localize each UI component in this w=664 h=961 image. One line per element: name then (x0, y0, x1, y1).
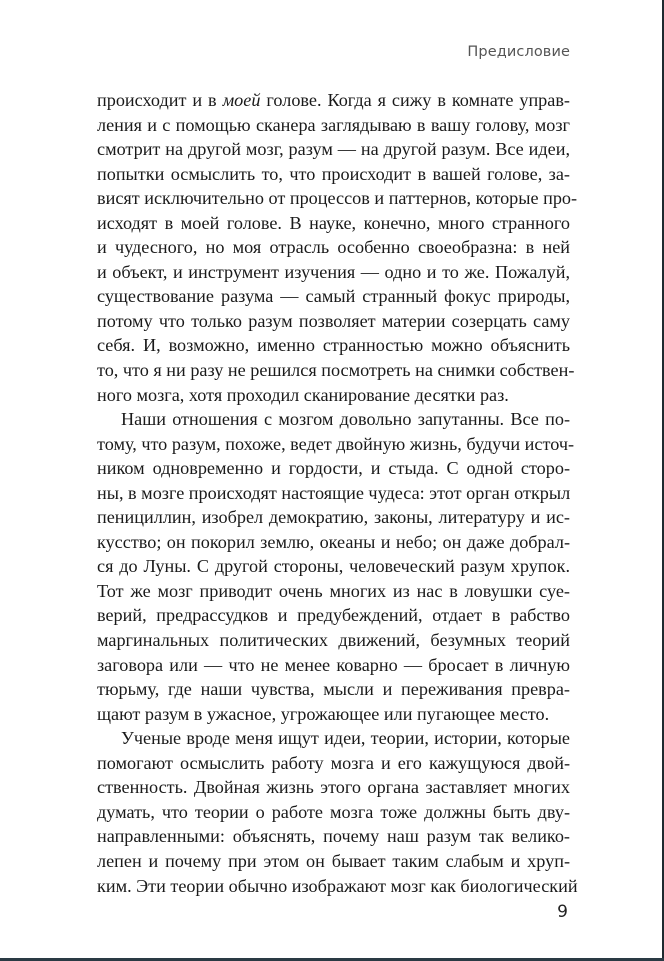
paragraph (97, 726, 578, 898)
text-line: ким. Эти теории обычно изображают мозг как биологический (97, 875, 578, 896)
text-line: пенициллин, изобрел демократию, законы, литературу и ис- (97, 507, 570, 528)
text-line: себя. И, возможно, именно странностью можно объяснить (97, 335, 570, 356)
text-line: помогают осмыслить работу мозга и его кажущуюся двой- (97, 752, 570, 773)
text-line: существование разума — самый странный фокус природы, (97, 286, 570, 307)
text-line: ны, в мозге происходят настоящие чудеса: этот орган открыл (97, 482, 571, 503)
page-number: 9 (557, 902, 568, 922)
text-line: ственность. Двойная жизнь этого органа заставляет многих (97, 777, 570, 798)
running-head-title: Предисловие (467, 44, 570, 60)
text-line: думать, что теории о работе мозга тоже должны быть дву- (97, 801, 570, 822)
text-line: верий, предрассудков и предубеждений, отдает в рабство (97, 605, 570, 626)
text-line: ся до Луны. С другой стороны, человеческий разум хрупок. (97, 556, 570, 577)
text-line: маргинальных политических движений, безумных теорий (97, 630, 570, 651)
paragraph (97, 407, 575, 726)
text-line: и объект, и инструмент изучения — одно и то же. Пожалуй, (97, 261, 570, 282)
text-line: тюрьму, где наши чувства, мысли и переживания превра- (97, 679, 570, 700)
text-line: кусство; он покорил землю, океаны и небо; он даже добрал- (97, 531, 570, 552)
text-line: происходит и в моей голове. Когда я сижу в комнате управ- (97, 90, 570, 110)
text-line: ного мозга, хотя проходил сканирование десятки раз. (97, 384, 509, 405)
text-line: щают разум в ужасное, угрожающее или пугающее место. (97, 703, 550, 724)
text-line: ления и с помощью сканера заглядываю в вашу голову, мозг (97, 114, 570, 135)
text-line: потому что только разум позволяет материи созерцать саму (97, 310, 570, 331)
text-line: попытки осмыслить то, что происходит в вашей голове, за- (97, 163, 570, 184)
text-line: тому, что разум, похоже, ведет двойную жизнь, будучи источ- (97, 433, 575, 454)
paragraph (97, 88, 578, 407)
text-line: Наши отношения с мозгом довольно запутанны. Все по- (121, 409, 570, 430)
text-line: то, что я ни разу не решился посмотреть на снимки собствен- (97, 360, 575, 381)
text-line: направленными: объяснять, почему наш разум так велико- (97, 826, 570, 847)
body-text (97, 88, 578, 898)
text-line: исходят в моей голове. В науке, конечно, много странного (97, 212, 570, 233)
text-line: висят исключительно от процессов и паттернов, которые про- (97, 188, 578, 209)
text-line: лепен и почему при этом он бывает таким слабым и хруп- (97, 850, 570, 871)
text-line: смотрит на другой мозг, разум — на другой разум. Все идеи, (97, 139, 570, 160)
text-line: и чудесного, но моя отрасль особенно своеобразна: в ней (97, 237, 570, 258)
text-line: ником одновременно и гордости, и стыда. С одной сторо- (97, 458, 570, 479)
text-line: заговора или — что не менее коварно — бросает в личную (97, 654, 570, 675)
text-line: Тот же мозг приводит очень многих из нас в ловушки суе- (97, 580, 570, 601)
text-line: Ученые вроде меня ищут идеи, теории, истории, которые (121, 728, 570, 749)
